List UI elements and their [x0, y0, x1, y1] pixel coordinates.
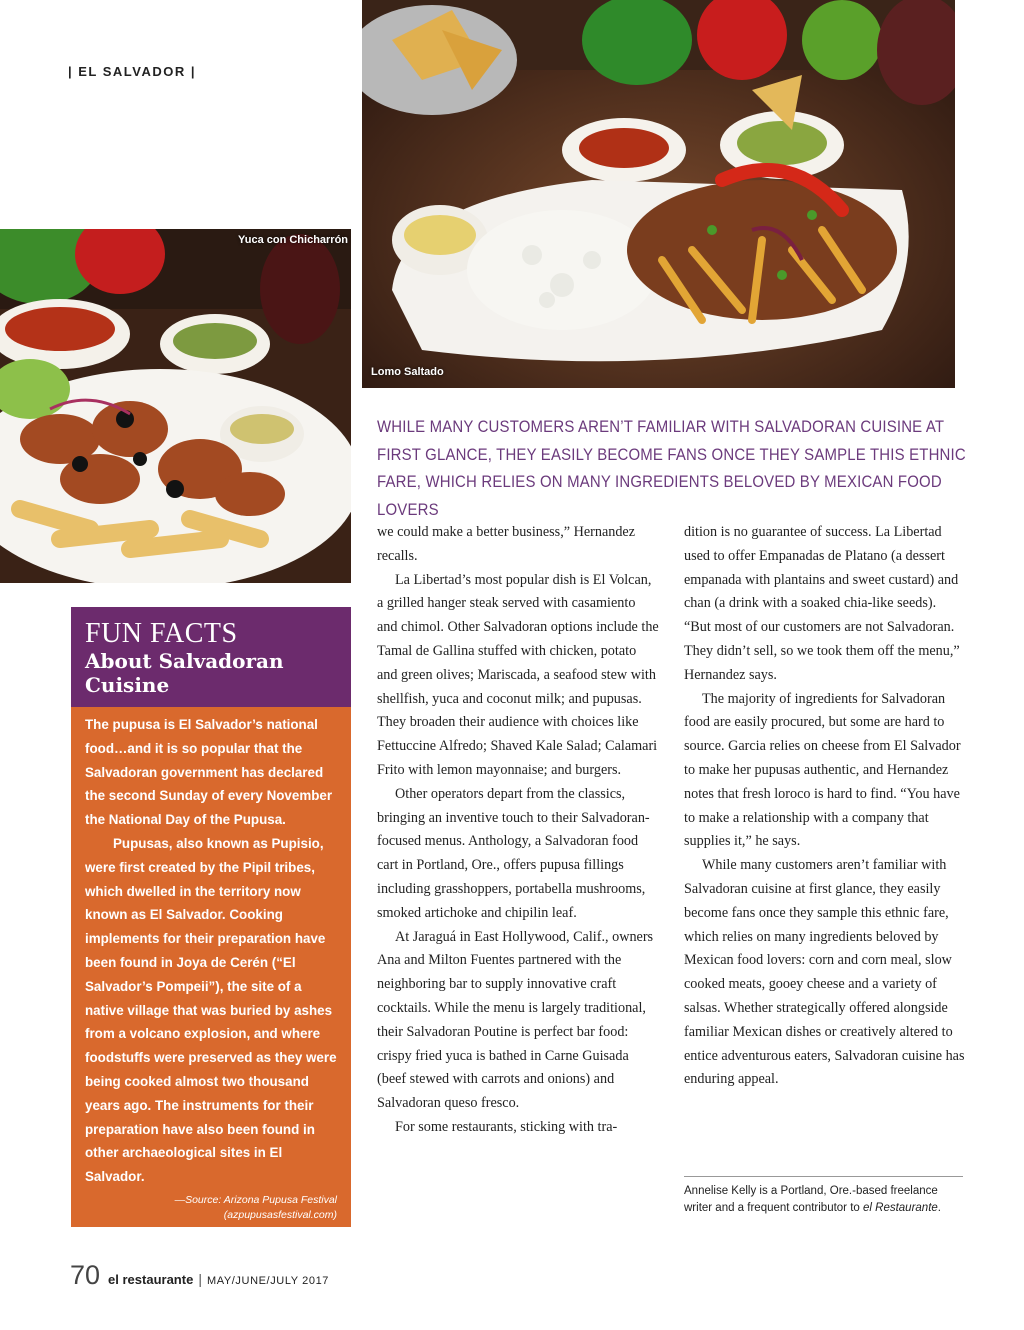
fun-facts-paragraph: Pupusas, also known as Pupisio, were first created by the Pipil tribes, which dwelled in the territory now known as El Salvador. Cooking implements for their preparation have been found in Joya de Cerén (“El Salvador’s Pompeii”), the site of a native village that was buried by ashes from a volcano explosion, and where foodstuffs were preserved as they were being cooked almost two thousand years ago. The instruments for their preparation have also been found in other archaeological sites in El Salvador. — [85, 835, 337, 1185]
fun-facts-source — [85, 1193, 337, 1223]
article-paragraph: The majority of ingredients for Salvadoran food are easily procured, but some are hard to source. Garcia relies on cheese from El Salvador to make her pupusas authentic, and Hernandez notes that fresh loroco is hard to find. “You have to make a relationship with a company that supplies it,” he says. — [684, 690, 961, 850]
page-number: 70 — [70, 1260, 101, 1290]
article-column-1 — [377, 521, 659, 1140]
fun-facts-paragraph: The pupusa is El Salvador’s national food…and it is so popular that the Salvadoran government has declared the second Sunday of every November the National Day of the Pupusa. — [85, 717, 333, 828]
bio-text: Annelise Kelly is a Portland, Ore.-based freelance writer and a frequent contributor to — [684, 1185, 938, 1214]
fun-facts-subtitle-2: Cuisine — [85, 673, 170, 697]
issue-date: MAY/JUNE/JULY 2017 — [206, 1275, 330, 1287]
article-column-2 — [684, 521, 966, 1092]
fun-facts-title: FUN FACTS — [85, 618, 238, 649]
article-paragraph: For some restaurants, sticking with tra- — [395, 1118, 618, 1135]
source-url: (azpupusasfestival.com) — [223, 1208, 337, 1221]
fun-facts-box — [71, 607, 351, 1227]
bio-publication: el Restaurante — [863, 1202, 938, 1214]
article-paragraph: Other operators depart from the classics, bringing an inventive touch to their Salvadoran-focused menus. Anthology, a Salvadoran food cart in Portland, Ore., offers pupusa fillings including grasshoppers, portabella mushrooms, smoked artichoke and chipilin leaf. — [377, 785, 650, 921]
footer-separator: | — [198, 1271, 202, 1287]
source-line: —Source: Arizona Pupusa Festival — [174, 1193, 337, 1206]
article-paragraph: La Libertad’s most popular dish is El Volcan, a grilled hanger steak served with casamiento and chimol. Other Salvadoran options include the Tamal de Gallina stuffed with chicken, potato and green olives; Mariscada, a seafood stew with shellfish, yuca and coconut milk; and pupusas. They broaden their audience with choices like Fettuccine Alfredo; Shaved Kale Salad; Calamari Frito with lemon mayonnaise; and burgers. — [377, 571, 659, 778]
pull-quote: WHILE MANY CUSTOMERS AREN’T FAMILIAR WITH SALVADORAN CUISINE AT FIRST GLANCE, THEY EASILY BECOME FANS ONCE THEY SAMPLE THIS ETHNIC FARE, WHICH RELIES ON MANY INGREDIENTS BELOVED BY MEXICAN FOOD LOVERS — [377, 417, 966, 519]
article-paragraph: dition is no guarantee of success. La Libertad used to offer Empanadas de Platano (a dessert empanada with plantains and sweet custard) and chan (a drink with a soaked chia-like seeds). “But most of our customers are not Salvadoran. They didn’t sell, so we took them off the menu,” Hernandez says. — [684, 524, 960, 683]
yuca-photo — [0, 229, 351, 583]
fun-facts-subtitle-1: About Salvadoran — [85, 649, 284, 673]
yuca-caption: Yuca con Chicharrón — [238, 234, 349, 246]
bio-divider — [684, 1176, 963, 1177]
fun-facts-header — [71, 607, 351, 707]
lomo-saltado-photo — [362, 0, 955, 388]
publication-name: el restaurante — [108, 1272, 194, 1287]
article-paragraph: At Jaraguá in East Hollywood, Calif., owners Ana and Milton Fuentes partnered with the neighboring bar to supply innovative craft cocktails. While the menu is largely traditional, their Salvadoran Poutine is perfect bar food: crispy fried yuca is bathed in Carne Guisada (beef stewed with carrots and onions) and Salvadoran queso fresco. — [377, 928, 654, 1112]
lomo-saltado-caption: Lomo Saltado — [371, 366, 444, 378]
bio-end: . — [937, 1202, 941, 1214]
page-footer — [70, 1260, 329, 1296]
section-tag: | EL SALVADOR | — [68, 64, 197, 79]
fun-facts-body — [71, 707, 351, 1227]
author-bio — [684, 1183, 969, 1217]
article-paragraph: While many customers aren’t familiar with Salvadoran cuisine at first glance, they easily become fans once they sample this ethnic fare, which relies on many ingredients beloved by Mexican food lovers: corn and corn meal, slow cooked meats, gooey cheese and a variety of salsas. Whether strategically offered alongside familiar Mexican dishes or creatively altered to entice adventurous eaters, Salvadoran cuisine has enduring appeal. — [684, 857, 965, 1088]
article-paragraph: we could make a better business,” Hernandez recalls. — [377, 524, 636, 564]
